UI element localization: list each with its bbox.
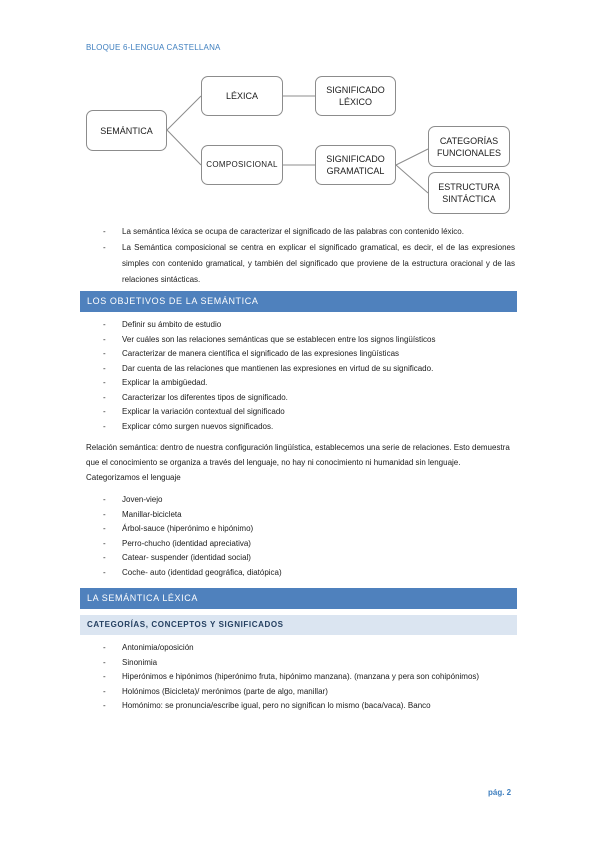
list-item: [103, 391, 503, 406]
section-heading-semantica-lexica: LA SEMÁNTICA LÉXICA: [80, 588, 517, 609]
list-item: [103, 641, 503, 656]
list-item: [103, 508, 503, 523]
list-item: [103, 699, 503, 714]
bullet-dash: -: [103, 243, 106, 252]
bullet-dash: -: [103, 672, 106, 681]
ejemplos-list: [103, 493, 503, 580]
list-item: [103, 537, 503, 552]
list-item: [103, 656, 503, 671]
node-significado-lexico-label: SIGNIFICADO LÉXICO: [326, 85, 385, 107]
bullet-dash: -: [103, 378, 106, 387]
page-number: pág. 2: [488, 788, 512, 797]
running-header: BLOQUE 6-LENGUA CASTELLANA: [86, 43, 221, 52]
node-semantica-label: SEMÁNTICA: [100, 125, 153, 136]
bullet-dash: -: [103, 392, 106, 402]
list-item-text: Ver cuáles son las relaciones semánticas que se establecen entre los signos lingüísticos: [122, 334, 436, 344]
node-estructura-sintactica: [428, 172, 510, 214]
relacion-semantica-paragraph: Relación semántica: dentro de nuestra configuración lingüística, establecemos una serie de relaciones. Esto demuestra que el conocimiento se organiza a través del lenguaje, no hay ni conocimiento ni humanidad sin lenguaje. Categorizamos el lenguaje: [86, 443, 510, 482]
list-item: [103, 522, 503, 537]
bullet-dash: -: [103, 701, 106, 710]
bullet-dash: -: [103, 509, 106, 519]
bullet-dash: -: [103, 421, 106, 431]
bullet-dash: -: [103, 567, 106, 577]
bullet-dash: -: [103, 553, 106, 562]
list-item: [103, 405, 503, 420]
list-item-text: La semántica léxica se ocupa de caracterizar el significado de las palabras con contenido léxico.: [122, 227, 464, 236]
section-heading-objetivos: LOS OBJETIVOS DE LA SEMÁNTICA: [80, 291, 517, 312]
bullet-dash: -: [103, 363, 106, 373]
objetivos-list: [103, 318, 503, 434]
bullet-dash: -: [103, 524, 106, 533]
list-item: [103, 493, 503, 508]
subsection-heading-categorias: CATEGORÍAS, CONCEPTOS Y SIGNIFICADOS: [80, 615, 517, 635]
list-item-text: Homónimo: se pronuncia/escribe igual, pero no significan lo mismo (baca/vaca). Banco: [122, 701, 431, 710]
bullet-dash: -: [103, 686, 106, 696]
bullet-dash: -: [103, 334, 106, 344]
list-item-text: Explicar la ambigüedad.: [122, 378, 208, 387]
list-item-text: Explicar la variación contextual del significado: [122, 407, 285, 416]
node-significado-lexico: [315, 76, 396, 116]
node-significado-gramatical-label: SIGNIFICADO GRAMATICAL: [326, 154, 385, 176]
bullet-dash: -: [103, 407, 106, 416]
list-item-text: Caracterizar los diferentes tipos de significado.: [122, 392, 288, 402]
list-item: [103, 362, 503, 377]
node-lexica-label: LÉXICA: [225, 91, 258, 101]
node-significado-gramatical: [315, 145, 396, 185]
list-item-text: Árbol-sauce (hiperónimo e hipónimo): [122, 524, 254, 533]
list-item: [103, 420, 503, 435]
bullet-dash: -: [103, 657, 106, 667]
connector-semantica-composicional: [167, 130, 201, 165]
bullet-dash: -: [103, 495, 106, 504]
list-item: [103, 685, 503, 700]
list-item-text: Joven-viejo: [122, 495, 163, 504]
list-item: [103, 347, 503, 362]
list-item-text: Perro-chucho (identidad apreciativa): [122, 538, 251, 548]
intro-bullet-list: [103, 224, 515, 288]
list-item-text: Antonimia/oposición: [122, 643, 194, 652]
bullet-dash: -: [103, 643, 106, 652]
list-item: [103, 376, 503, 391]
connector-gramatical-categorias: [396, 149, 428, 165]
connector-gramatical-estructura: [396, 165, 428, 193]
list-item-text: Explicar cómo surgen nuevos significados.: [122, 421, 274, 431]
list-item-text: Definir su ámbito de estudio: [122, 320, 222, 329]
list-item: [103, 566, 503, 581]
bullet-dash: -: [103, 320, 106, 329]
connector-semantica-lexica: [167, 96, 201, 130]
list-item-text: Holónimos (Bicicleta)/ merónimos (parte de algo, manillar): [122, 686, 328, 696]
list-item: [103, 551, 503, 566]
list-item-text: Coche- auto (identidad geográfica, diatópica): [122, 567, 282, 577]
list-item-text: Caracterizar de manera científica el significado de las expresiones lingüísticas: [122, 349, 400, 358]
list-item: [103, 240, 515, 288]
list-item: [103, 670, 503, 685]
node-categorias-funcionales-label: CATEGORÍAS FUNCIONALES: [436, 135, 501, 158]
list-item-text: Hiperónimos e hipónimos (hiperónimo fruta, hipónimo manzana). (manzana y pera son cohipónimos): [122, 672, 480, 681]
node-composicional: [201, 145, 283, 185]
node-composicional-label: COMPOSICIONAL: [206, 160, 278, 169]
bullet-dash: -: [103, 349, 106, 358]
list-item: [103, 333, 503, 348]
categorias-list: [103, 641, 503, 714]
node-lexica: [201, 76, 283, 116]
list-item-text: Sinonimia: [122, 657, 158, 667]
bullet-dash: -: [103, 538, 106, 548]
list-item: [103, 224, 515, 240]
list-item-text: La Semántica composicional se centra en explicar el significado gramatical, es decir, el de las expresiones simples con contenido gramatical, y también del significado que proviene de la estructura oracional y de las relaciones sintácticas.: [122, 243, 515, 284]
bullet-dash: -: [103, 227, 106, 236]
node-estructura-sintactica-label: ESTRUCTURA SINTÁCTICA: [438, 182, 500, 204]
list-item-text: Manillar-bicicleta: [122, 509, 182, 519]
list-item-text: Dar cuenta de las relaciones que mantienen las expresiones en virtud de su significado.: [122, 363, 434, 373]
node-semantica: [86, 110, 167, 151]
node-categorias-funcionales: [428, 126, 510, 167]
list-item: [103, 318, 503, 333]
list-item-text: Catear- suspender (identidad social): [122, 553, 251, 562]
